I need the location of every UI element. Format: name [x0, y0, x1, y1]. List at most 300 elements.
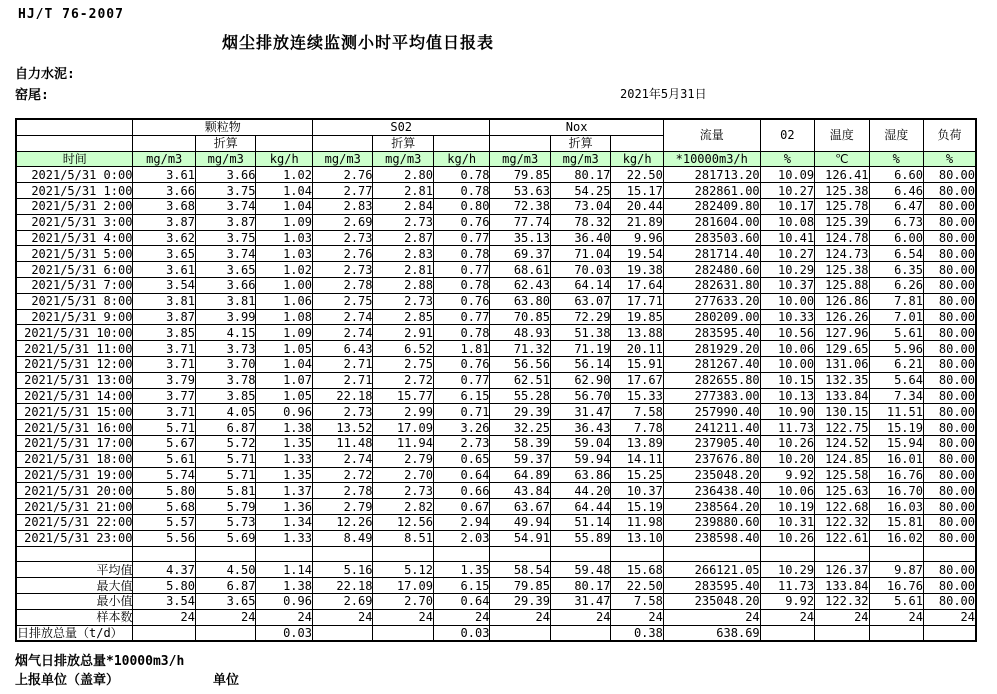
value-cell: 44.20: [550, 483, 611, 499]
value-cell: 9.92: [760, 593, 814, 609]
value-cell: 266121.05: [663, 562, 760, 578]
value-cell: [869, 546, 923, 562]
value-cell: 80.00: [923, 530, 976, 546]
value-cell: [373, 546, 434, 562]
value-cell: 1.08: [256, 309, 313, 325]
value-cell: 1.06: [256, 293, 313, 309]
value-cell: 15.68: [611, 562, 663, 578]
blank-cell: [312, 135, 373, 151]
summary-row: [16, 593, 976, 609]
value-cell: 5.72: [195, 435, 256, 451]
value-cell: 2.76: [312, 167, 373, 183]
value-cell: 1.36: [256, 499, 313, 515]
row-time: 2021/5/31 3:00: [16, 214, 133, 230]
value-cell: 64.14: [550, 277, 611, 293]
value-cell: 10.27: [760, 246, 814, 262]
value-cell: 3.61: [133, 167, 196, 183]
row-time: 2021/5/31 18:00: [16, 451, 133, 467]
unit-cell: ℃: [815, 151, 869, 167]
time-column-header: 时间: [16, 151, 133, 167]
value-cell: 77.74: [490, 214, 551, 230]
value-cell: 3.75: [195, 230, 256, 246]
unit-cell: mg/m3: [550, 151, 611, 167]
value-cell: 13.52: [312, 420, 373, 436]
value-cell: 125.58: [815, 467, 869, 483]
value-cell: 17.64: [611, 277, 663, 293]
value-cell: 59.94: [550, 451, 611, 467]
value-cell: 1.05: [256, 341, 313, 357]
value-cell: 0.67: [433, 499, 489, 515]
row-label: 样本数: [16, 609, 133, 625]
value-cell: 2.78: [312, 277, 373, 293]
value-cell: 5.96: [869, 341, 923, 357]
value-cell: 4.15: [195, 325, 256, 341]
value-cell: 3.70: [195, 356, 256, 372]
value-cell: [490, 625, 551, 641]
value-cell: 125.78: [815, 198, 869, 214]
value-cell: 5.64: [869, 372, 923, 388]
blank-cell: [256, 135, 313, 151]
value-cell: 1.38: [256, 578, 313, 594]
value-cell: 78.32: [550, 214, 611, 230]
value-cell: 130.15: [815, 404, 869, 420]
value-cell: 0.77: [433, 309, 489, 325]
value-cell: 24: [490, 609, 551, 625]
value-cell: 1.00: [256, 277, 313, 293]
data-row: [16, 183, 976, 199]
value-cell: 80.00: [923, 230, 976, 246]
value-cell: 24: [312, 609, 373, 625]
value-cell: 58.39: [490, 435, 551, 451]
value-cell: 235048.20: [663, 467, 760, 483]
value-cell: 5.56: [133, 530, 196, 546]
value-cell: 15.17: [611, 183, 663, 199]
value-cell: 5.68: [133, 499, 196, 515]
value-cell: 24: [133, 609, 196, 625]
value-cell: 71.19: [550, 341, 611, 357]
monitor-location: 窑尾:: [15, 88, 49, 103]
row-time: 2021/5/31 7:00: [16, 277, 133, 293]
value-cell: 1.35: [256, 435, 313, 451]
data-row: [16, 467, 976, 483]
summary-row: [16, 578, 976, 594]
value-cell: 10.37: [611, 483, 663, 499]
converted-label-particulate: 折算: [195, 135, 256, 151]
data-row: [16, 388, 976, 404]
value-cell: 6.43: [312, 341, 373, 357]
row-label: [16, 546, 133, 562]
value-cell: 5.71: [195, 451, 256, 467]
value-cell: 281929.20: [663, 341, 760, 357]
blank-cell: [433, 135, 489, 151]
value-cell: 3.62: [133, 230, 196, 246]
value-cell: 80.00: [923, 341, 976, 357]
value-cell: 80.00: [923, 309, 976, 325]
value-cell: 80.17: [550, 578, 611, 594]
value-cell: 5.57: [133, 514, 196, 530]
value-cell: 24: [663, 609, 760, 625]
value-cell: 11.48: [312, 435, 373, 451]
value-cell: 3.26: [433, 420, 489, 436]
value-cell: 32.25: [490, 420, 551, 436]
value-cell: 257990.40: [663, 404, 760, 420]
value-cell: 283595.40: [663, 325, 760, 341]
value-cell: 238564.20: [663, 499, 760, 515]
value-cell: 0.78: [433, 246, 489, 262]
value-cell: 2.73: [373, 214, 434, 230]
value-cell: 6.73: [869, 214, 923, 230]
data-row: [16, 341, 976, 357]
value-cell: 22.18: [312, 388, 373, 404]
value-cell: 236438.40: [663, 483, 760, 499]
value-cell: 6.15: [433, 578, 489, 594]
value-cell: 0.78: [433, 167, 489, 183]
value-cell: 80.00: [923, 198, 976, 214]
value-cell: 17.09: [373, 578, 434, 594]
monitoring-table: [15, 118, 977, 642]
value-cell: 1.04: [256, 356, 313, 372]
col-group-nox: Nox: [490, 119, 663, 135]
value-cell: 2.81: [373, 262, 434, 278]
data-row: [16, 530, 976, 546]
value-cell: 70.03: [550, 262, 611, 278]
value-cell: 24: [869, 609, 923, 625]
value-cell: 5.67: [133, 435, 196, 451]
value-cell: 15.33: [611, 388, 663, 404]
value-cell: 16.03: [869, 499, 923, 515]
value-cell: 5.16: [312, 562, 373, 578]
blank-cell: [490, 135, 551, 151]
value-cell: 63.67: [490, 499, 551, 515]
value-cell: 9.87: [869, 562, 923, 578]
row-time: 2021/5/31 2:00: [16, 198, 133, 214]
value-cell: 2.70: [373, 467, 434, 483]
value-cell: 17.09: [373, 420, 434, 436]
data-row: [16, 246, 976, 262]
value-cell: 80.00: [923, 467, 976, 483]
value-cell: 126.41: [815, 167, 869, 183]
value-cell: 1.81: [433, 341, 489, 357]
row-label: 平均值: [16, 562, 133, 578]
value-cell: 7.81: [869, 293, 923, 309]
value-cell: 126.37: [815, 562, 869, 578]
value-cell: 0.76: [433, 214, 489, 230]
value-cell: 2.87: [373, 230, 434, 246]
value-cell: 15.19: [869, 420, 923, 436]
value-cell: 6.87: [195, 420, 256, 436]
value-cell: 56.56: [490, 356, 551, 372]
value-cell: 62.90: [550, 372, 611, 388]
value-cell: 56.14: [550, 356, 611, 372]
value-cell: [815, 625, 869, 641]
value-cell: 1.37: [256, 483, 313, 499]
value-cell: 1.04: [256, 183, 313, 199]
value-cell: 132.35: [815, 372, 869, 388]
value-cell: 2.85: [373, 309, 434, 325]
value-cell: [433, 546, 489, 562]
row-time: 2021/5/31 4:00: [16, 230, 133, 246]
value-cell: [195, 625, 256, 641]
value-cell: 281604.00: [663, 214, 760, 230]
row-time: 2021/5/31 0:00: [16, 167, 133, 183]
value-cell: 0.77: [433, 262, 489, 278]
value-cell: 19.54: [611, 246, 663, 262]
value-cell: 3.54: [133, 277, 196, 293]
header-units-row: [16, 151, 976, 167]
value-cell: 1.33: [256, 451, 313, 467]
value-cell: 3.71: [133, 404, 196, 420]
row-time: 2021/5/31 10:00: [16, 325, 133, 341]
value-cell: 10.29: [760, 562, 814, 578]
value-cell: 5.80: [133, 578, 196, 594]
col-header-o2: 02: [760, 119, 814, 151]
value-cell: 125.63: [815, 483, 869, 499]
value-cell: 122.61: [815, 530, 869, 546]
value-cell: 5.71: [195, 467, 256, 483]
value-cell: 280209.00: [663, 309, 760, 325]
value-cell: 133.84: [815, 388, 869, 404]
value-cell: 10.06: [760, 483, 814, 499]
converted-label-so2: 折算: [373, 135, 434, 151]
value-cell: 15.91: [611, 356, 663, 372]
blank-cell: [611, 135, 663, 151]
value-cell: 7.78: [611, 420, 663, 436]
value-cell: 19.38: [611, 262, 663, 278]
value-cell: 1.07: [256, 372, 313, 388]
value-cell: 20.11: [611, 341, 663, 357]
row-time: 2021/5/31 19:00: [16, 467, 133, 483]
value-cell: 2.81: [373, 183, 434, 199]
value-cell: [663, 546, 760, 562]
value-cell: 0.76: [433, 293, 489, 309]
value-cell: 0.38: [611, 625, 663, 641]
unit-cell: kg/h: [611, 151, 663, 167]
value-cell: 2.73: [433, 435, 489, 451]
value-cell: 10.00: [760, 293, 814, 309]
value-cell: 10.17: [760, 198, 814, 214]
value-cell: [133, 546, 196, 562]
unit-label: 单位: [213, 673, 240, 688]
value-cell: 80.00: [923, 451, 976, 467]
value-cell: 31.47: [550, 593, 611, 609]
value-cell: 31.47: [550, 404, 611, 420]
value-cell: 62.43: [490, 277, 551, 293]
value-cell: 283503.60: [663, 230, 760, 246]
value-cell: 6.00: [869, 230, 923, 246]
unit-cell: %: [760, 151, 814, 167]
value-cell: 0.78: [433, 325, 489, 341]
value-cell: 15.94: [869, 435, 923, 451]
value-cell: 0.64: [433, 593, 489, 609]
value-cell: 24: [815, 609, 869, 625]
value-cell: 35.13: [490, 230, 551, 246]
row-time: 2021/5/31 13:00: [16, 372, 133, 388]
value-cell: 10.26: [760, 435, 814, 451]
time-header-blank: [16, 119, 133, 135]
value-cell: 10.29: [760, 262, 814, 278]
value-cell: 80.00: [923, 183, 976, 199]
value-cell: 68.61: [490, 262, 551, 278]
value-cell: 0.77: [433, 372, 489, 388]
value-cell: 14.11: [611, 451, 663, 467]
value-cell: 282480.60: [663, 262, 760, 278]
value-cell: 133.84: [815, 578, 869, 594]
summary-row: [16, 625, 976, 641]
value-cell: 2.91: [373, 325, 434, 341]
value-cell: 3.85: [133, 325, 196, 341]
data-row: [16, 356, 976, 372]
value-cell: 3.74: [195, 198, 256, 214]
value-cell: 3.78: [195, 372, 256, 388]
value-cell: 16.01: [869, 451, 923, 467]
value-cell: 79.85: [490, 167, 551, 183]
value-cell: 16.76: [869, 467, 923, 483]
value-cell: [195, 546, 256, 562]
value-cell: 131.06: [815, 356, 869, 372]
value-cell: 80.00: [923, 388, 976, 404]
value-cell: 10.27: [760, 183, 814, 199]
value-cell: [312, 625, 373, 641]
value-cell: 49.94: [490, 514, 551, 530]
value-cell: 59.37: [490, 451, 551, 467]
value-cell: 10.31: [760, 514, 814, 530]
value-cell: 1.35: [433, 562, 489, 578]
value-cell: 80.00: [923, 372, 976, 388]
value-cell: 3.79: [133, 372, 196, 388]
value-cell: 6.35: [869, 262, 923, 278]
value-cell: 2.74: [312, 325, 373, 341]
value-cell: 3.65: [133, 246, 196, 262]
value-cell: 3.66: [195, 277, 256, 293]
value-cell: 16.76: [869, 578, 923, 594]
row-time: 2021/5/31 20:00: [16, 483, 133, 499]
value-cell: 2.73: [373, 293, 434, 309]
value-cell: 1.35: [256, 467, 313, 483]
value-cell: 48.93: [490, 325, 551, 341]
value-cell: 3.65: [195, 593, 256, 609]
value-cell: 282409.80: [663, 198, 760, 214]
value-cell: 3.66: [133, 183, 196, 199]
value-cell: 281714.40: [663, 246, 760, 262]
value-cell: 17.71: [611, 293, 663, 309]
value-cell: 2.72: [312, 467, 373, 483]
value-cell: 235048.20: [663, 593, 760, 609]
value-cell: 2.83: [373, 246, 434, 262]
value-cell: 13.88: [611, 325, 663, 341]
value-cell: 3.73: [195, 341, 256, 357]
value-cell: 55.28: [490, 388, 551, 404]
value-cell: 3.61: [133, 262, 196, 278]
row-time: 2021/5/31 8:00: [16, 293, 133, 309]
value-cell: 2.79: [373, 451, 434, 467]
value-cell: 6.87: [195, 578, 256, 594]
value-cell: 239880.60: [663, 514, 760, 530]
value-cell: 53.63: [490, 183, 551, 199]
value-cell: 0.80: [433, 198, 489, 214]
value-cell: 3.74: [195, 246, 256, 262]
value-cell: 11.51: [869, 404, 923, 420]
value-cell: 12.56: [373, 514, 434, 530]
value-cell: 125.38: [815, 183, 869, 199]
col-header-load: 负荷: [923, 119, 976, 151]
value-cell: [923, 625, 976, 641]
value-cell: 80.00: [923, 483, 976, 499]
value-cell: 2.77: [312, 183, 373, 199]
value-cell: 2.71: [312, 372, 373, 388]
value-cell: 0.64: [433, 467, 489, 483]
value-cell: 2.88: [373, 277, 434, 293]
summary-row: [16, 609, 976, 625]
value-cell: 72.29: [550, 309, 611, 325]
value-cell: 17.67: [611, 372, 663, 388]
value-cell: 277633.20: [663, 293, 760, 309]
value-cell: 3.87: [195, 214, 256, 230]
value-cell: 70.85: [490, 309, 551, 325]
value-cell: [869, 625, 923, 641]
value-cell: 2.94: [433, 514, 489, 530]
value-cell: 3.75: [195, 183, 256, 199]
value-cell: 2.69: [312, 214, 373, 230]
value-cell: 80.00: [923, 435, 976, 451]
value-cell: 122.32: [815, 593, 869, 609]
value-cell: 0.66: [433, 483, 489, 499]
value-cell: 10.20: [760, 451, 814, 467]
value-cell: 2.73: [373, 483, 434, 499]
value-cell: 638.69: [663, 625, 760, 641]
value-cell: 0.03: [256, 625, 313, 641]
value-cell: 282861.00: [663, 183, 760, 199]
value-cell: 10.13: [760, 388, 814, 404]
value-cell: 22.18: [312, 578, 373, 594]
value-cell: 80.00: [923, 593, 976, 609]
data-row: [16, 435, 976, 451]
value-cell: 4.37: [133, 562, 196, 578]
value-cell: 5.80: [133, 483, 196, 499]
value-cell: 10.06: [760, 341, 814, 357]
value-cell: 2.69: [312, 593, 373, 609]
value-cell: 6.52: [373, 341, 434, 357]
value-cell: 237905.40: [663, 435, 760, 451]
value-cell: 3.54: [133, 593, 196, 609]
value-cell: 5.73: [195, 514, 256, 530]
value-cell: 281713.20: [663, 167, 760, 183]
value-cell: [760, 625, 814, 641]
data-row: [16, 451, 976, 467]
value-cell: 5.74: [133, 467, 196, 483]
value-cell: 80.00: [923, 246, 976, 262]
value-cell: 124.85: [815, 451, 869, 467]
value-cell: 51.14: [550, 514, 611, 530]
value-cell: 63.86: [550, 467, 611, 483]
row-time: 2021/5/31 5:00: [16, 246, 133, 262]
value-cell: 56.70: [550, 388, 611, 404]
summary-row: [16, 562, 976, 578]
value-cell: 5.61: [869, 593, 923, 609]
value-cell: [490, 546, 551, 562]
value-cell: 1.04: [256, 198, 313, 214]
value-cell: 80.00: [923, 578, 976, 594]
value-cell: 13.10: [611, 530, 663, 546]
value-cell: 1.34: [256, 514, 313, 530]
data-row: [16, 198, 976, 214]
value-cell: [923, 546, 976, 562]
value-cell: 10.15: [760, 372, 814, 388]
value-cell: 2.71: [312, 356, 373, 372]
value-cell: 59.48: [550, 562, 611, 578]
col-header-flow: 流量: [663, 119, 760, 151]
value-cell: [256, 546, 313, 562]
value-cell: 11.73: [760, 578, 814, 594]
